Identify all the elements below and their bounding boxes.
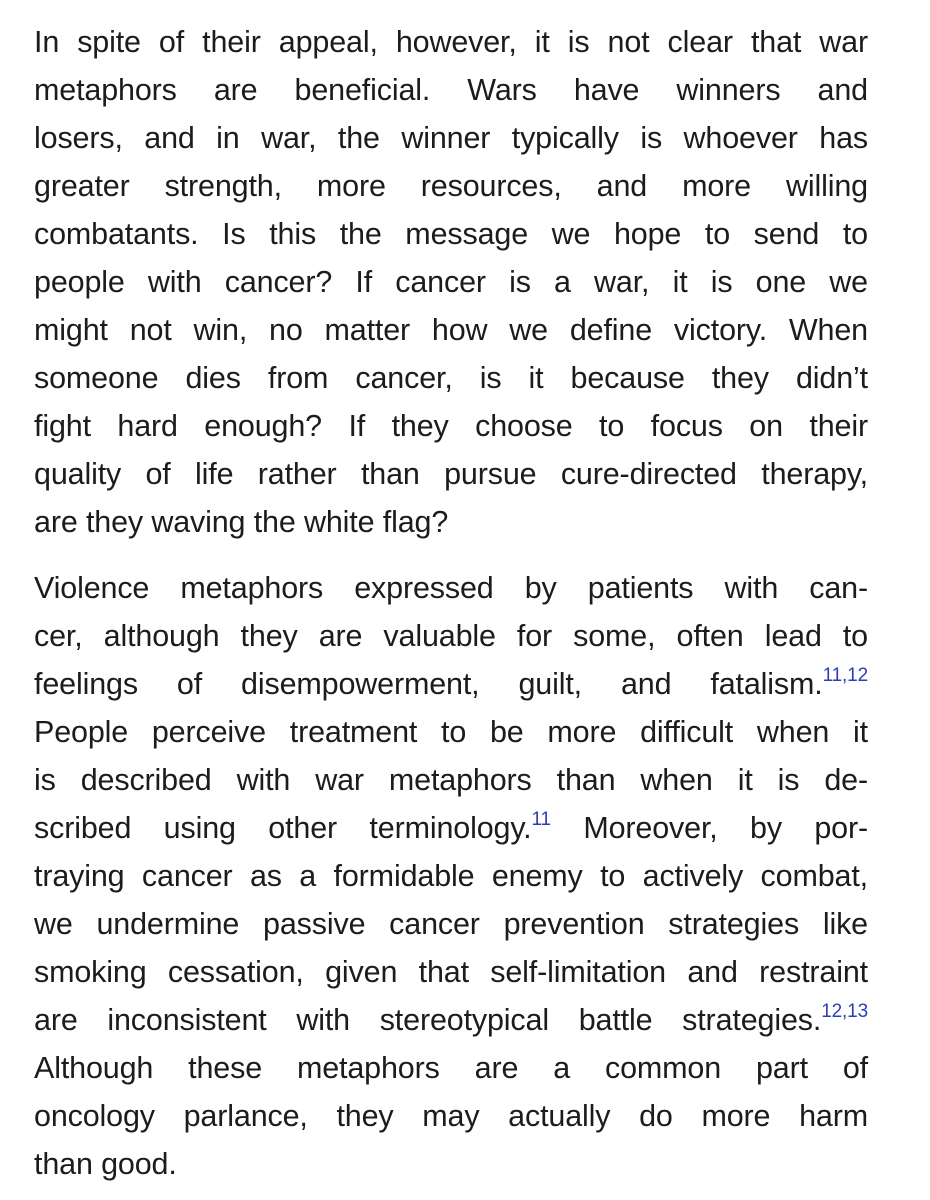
- text-segment: Violence metaphors expressed by patients with can-: [34, 571, 868, 605]
- text-line: [34, 852, 868, 900]
- text-segment: combatants. Is this the message we hope to send to: [34, 217, 868, 251]
- text-segment: smoking cessation, given that self-limitation and restraint: [34, 955, 868, 989]
- text-line: [34, 756, 868, 804]
- text-segment: feelings of disempowerment, guilt, and fatalism.: [34, 667, 823, 701]
- text-segment: might not win, no matter how we define victory. When: [34, 313, 868, 347]
- text-segment: scribed using other terminology.: [34, 811, 532, 845]
- text-segment: fight hard enough? If they choose to focus on their: [34, 409, 868, 443]
- text-line: [34, 354, 868, 402]
- text-segment: greater strength, more resources, and more willing: [34, 169, 868, 203]
- article-body: [34, 18, 868, 1188]
- text-line: [34, 498, 868, 546]
- text-line: [34, 1044, 868, 1092]
- text-line: [34, 708, 868, 756]
- paragraph-1: [34, 18, 868, 546]
- text-line: [34, 564, 868, 612]
- text-line: [34, 402, 868, 450]
- text-segment: we undermine passive cancer prevention strategies like: [34, 907, 868, 941]
- text-segment: Although these metaphors are a common part of: [34, 1051, 868, 1085]
- text-line: [34, 1140, 868, 1188]
- text-line: [34, 306, 868, 354]
- text-line: [34, 804, 868, 852]
- text-line: [34, 996, 868, 1044]
- text-line: [34, 900, 868, 948]
- text-line: [34, 114, 868, 162]
- text-line: [34, 258, 868, 306]
- text-line: [34, 612, 868, 660]
- text-segment: cer, although they are valuable for some, often lead to: [34, 619, 868, 653]
- text-line: [34, 948, 868, 996]
- text-segment: quality of life rather than pursue cure-directed therapy,: [34, 457, 868, 491]
- reference-link[interactable]: 11: [531, 808, 551, 830]
- text-segment: is described with war metaphors than when it is de-: [34, 763, 868, 797]
- text-segment: losers, and in war, the winner typically is whoever has: [34, 121, 868, 155]
- text-line: [34, 162, 868, 210]
- text-segment: Moreover, by por-: [550, 811, 868, 845]
- text-segment: People perceive treatment to be more difficult when it: [34, 715, 868, 749]
- text-line: [34, 66, 868, 114]
- text-segment: metaphors are beneficial. Wars have winners and: [34, 73, 868, 107]
- text-line: [34, 210, 868, 258]
- paragraph-2: [34, 564, 868, 1188]
- text-segment: traying cancer as a formidable enemy to actively combat,: [34, 859, 868, 893]
- text-segment: someone dies from cancer, is it because they didn’t: [34, 361, 868, 395]
- text-line: [34, 18, 868, 66]
- reference-link[interactable]: 11,12: [822, 664, 868, 686]
- text-segment: oncology parlance, they may actually do more harm: [34, 1099, 868, 1133]
- reference-link[interactable]: 12,13: [821, 1000, 868, 1022]
- text-segment: In spite of their appeal, however, it is not clear that war: [34, 25, 868, 59]
- text-segment: are they waving the white flag?: [34, 505, 449, 539]
- text-line: [34, 1092, 868, 1140]
- text-line: [34, 660, 868, 708]
- text-segment: people with cancer? If cancer is a war, it is one we: [34, 265, 868, 299]
- text-segment: are inconsistent with stereotypical battle strategies.: [34, 1003, 822, 1037]
- text-line: [34, 450, 868, 498]
- text-segment: than good.: [34, 1147, 177, 1181]
